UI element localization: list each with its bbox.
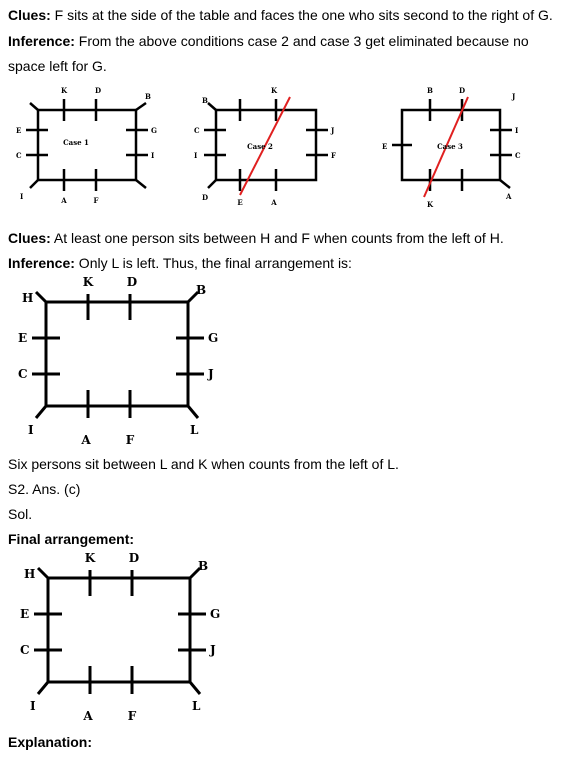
arr2-label-top-left: K — [84, 551, 96, 565]
case3-diagram — [372, 85, 532, 210]
clue2-line — [8, 229, 504, 247]
case2-label-top-left: B — [202, 96, 208, 105]
case1-diagram — [8, 85, 168, 210]
case2-label-top-right: K — [270, 86, 278, 95]
arr2-label-corner-bl: I — [30, 699, 36, 713]
s2-answer-line: S2. Ans. (c) — [8, 481, 81, 497]
inference1-text: From the above conditions case 2 and case 3 get eliminated because no — [74, 33, 529, 49]
arr1-label-left-bottom: C — [18, 367, 28, 381]
arr1-label-bottom-right: F — [125, 433, 135, 447]
case2-title: Case 2 — [247, 142, 273, 151]
case1-label-bottom-left: A — [61, 196, 67, 205]
arr2-label-left-bottom: C — [20, 643, 30, 657]
case2-label-left-bottom: I — [194, 151, 198, 160]
case3-label-bottom-left: K — [426, 200, 434, 209]
inference1-continuation: space left for G. — [8, 58, 107, 74]
case3-title: Case 3 — [437, 142, 463, 151]
explanation-heading: Explanation: — [8, 734, 93, 750]
final-arrangement-heading: Final arrangement: — [8, 531, 135, 547]
arr1-label-corner-br: L — [190, 423, 199, 437]
case1-title: Case 1 — [63, 138, 89, 147]
inference2-text: Only L is left. Thus, the final arrangement is: — [74, 255, 352, 271]
inference1-label: Inference: — [8, 33, 75, 49]
arr1-label-corner-tr: B — [196, 283, 207, 297]
case3-label-corner-br: A — [506, 192, 512, 201]
case3-label-top-right: D — [458, 86, 466, 95]
case3-label-right-bottom: C — [515, 151, 521, 160]
case2-label-corner-bl: D — [202, 193, 209, 202]
case3-label-top-left: B — [427, 86, 433, 95]
case1-label-right-bottom: I — [151, 151, 155, 160]
clue1-line — [8, 6, 553, 24]
clue1-text: F sits at the side of the table and faces the one who sits second to the right of G. — [50, 7, 553, 23]
inference2-line — [8, 254, 352, 272]
arrangement-diagram-1 — [10, 272, 240, 452]
arr2-label-bottom-left: A — [83, 709, 93, 723]
case1-label-bottom-right: F — [93, 196, 99, 205]
case2-label-right-top: J — [331, 126, 335, 135]
case3-label-corner-tr: J — [512, 92, 516, 101]
arr2-label-corner-tl: H — [24, 567, 36, 581]
inference2-label: Inference: — [8, 255, 75, 271]
arr1-label-corner-tl: H — [22, 291, 34, 305]
case2-label-bottom-right: A — [271, 198, 277, 207]
case2-label-left-top: C — [194, 126, 200, 135]
case1-label-top-right: D — [94, 86, 102, 95]
arr2-label-top-right: D — [128, 551, 140, 565]
case1-label-left-top: E — [16, 126, 22, 135]
arr2-label-right-bottom: J — [210, 643, 216, 657]
case2-diagram — [188, 85, 358, 210]
arr1-label-top-right: D — [126, 275, 138, 289]
arr1-label-corner-bl: I — [28, 423, 34, 437]
case3-label-left: E — [382, 142, 388, 151]
arr1-label-top-left: K — [82, 275, 94, 289]
arrangement-diagram-2 — [12, 548, 242, 728]
case2-label-bottom-left: E — [237, 198, 243, 207]
clue2-label: Clues: — [8, 230, 51, 246]
arr1-label-right-top: G — [208, 331, 219, 345]
arr2-label-corner-tr: B — [198, 559, 209, 573]
clue1-label: Clues: — [8, 7, 51, 23]
arr2-label-right-top: G — [210, 607, 221, 621]
case2-label-right-bottom: F — [331, 151, 336, 160]
case1-label-corner-bl: I — [20, 192, 24, 201]
case1-label-corner-tr: B — [145, 92, 151, 101]
inference1-line — [8, 32, 529, 50]
arr1-label-left-top: E — [18, 331, 28, 345]
sol-line: Sol. — [8, 506, 33, 522]
case3-label-right-top: I — [515, 126, 519, 135]
arr1-label-bottom-left: A — [81, 433, 91, 447]
arr1-label-right-bottom: J — [208, 367, 214, 381]
case1-label-top-left: K — [60, 86, 68, 95]
clue2-text: At least one person sits between H and F when counts from the left of H. — [50, 230, 504, 246]
arr2-label-bottom-right: F — [127, 709, 137, 723]
case1-label-left-bottom: C — [16, 151, 22, 160]
six-persons-line: Six persons sit between L and K when counts from the left of L. — [8, 456, 399, 472]
case1-label-right-top: G — [151, 126, 157, 135]
arr2-label-corner-br: L — [192, 699, 201, 713]
arr2-label-left-top: E — [20, 607, 30, 621]
